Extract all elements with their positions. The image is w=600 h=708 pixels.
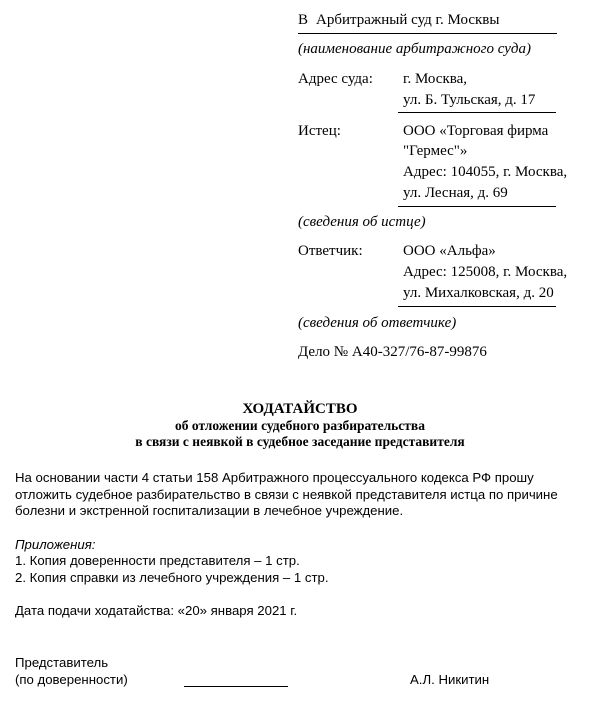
body-line-2: отложить судебное разбирательство в связи с неявкой представителя истца по причине: [15, 487, 558, 502]
plaintiff-name-line2: "Гермес"»: [403, 143, 468, 159]
document-title: ХОДАТАЙСТВО: [242, 401, 358, 417]
defendant-address-line1: Адрес: 125008, г. Москва,: [403, 264, 568, 280]
attachments-label: Приложения:: [15, 537, 96, 552]
signer-name: А.Л. Никитин: [410, 672, 490, 687]
court-address-label: Адрес суда:: [298, 71, 373, 87]
plaintiff-caption: (сведения об истце): [298, 214, 426, 230]
court-caption: (наименование арбитражного суда): [298, 41, 531, 57]
defendant-rule: [398, 306, 556, 307]
court-address-line2: ул. Б. Тульская, д. 17: [403, 92, 536, 108]
document-subtitle-1: об отложении судебного разбирательства: [175, 418, 425, 433]
defendant-label: Ответчик:: [298, 243, 363, 259]
attachment-item-2: 2. Копия справки из лечебного учреждения – 1 стр.: [15, 570, 329, 585]
plaintiff-address-line1: Адрес: 104055, г. Москва,: [403, 164, 568, 180]
plaintiff-label: Истец:: [298, 123, 341, 139]
defendant-caption: (сведения об ответчике): [298, 315, 457, 331]
plaintiff-address-line2: ул. Лесная, д. 69: [403, 185, 508, 201]
attachment-item-1: 1. Копия доверенности представителя – 1 стр.: [15, 553, 300, 568]
document-subtitle-2: в связи с неявкой в судебное заседание представителя: [135, 434, 465, 449]
signature-line: [184, 686, 288, 687]
submission-date: Дата подачи ходатайства: «20» января 2021 г.: [15, 603, 298, 618]
defendant-address-line2: ул. Михалковская, д. 20: [403, 285, 554, 301]
signer-role-line1: Представитель: [15, 655, 109, 670]
case-number: Дело № А40-327/76-87-99876: [298, 344, 487, 360]
court-address-rule: [398, 112, 556, 113]
plaintiff-rule: [398, 206, 556, 207]
body-line-3: болезни и экстренной госпитализации в лечебное учреждение.: [15, 503, 404, 518]
plaintiff-name-line1: ООО «Торговая фирма: [403, 123, 549, 139]
court-name: Арбитражный суд г. Москвы: [316, 12, 500, 28]
signer-role-line2: (по доверенности): [15, 672, 128, 687]
court-name-rule: [298, 33, 557, 34]
defendant-name: ООО «Альфа»: [403, 243, 496, 259]
body-line-1: На основании части 4 статьи 158 Арбитражного процессуального кодекса РФ прошу: [15, 470, 534, 485]
court-address-line1: г. Москва,: [403, 71, 468, 87]
court-prefix: В: [298, 12, 309, 28]
